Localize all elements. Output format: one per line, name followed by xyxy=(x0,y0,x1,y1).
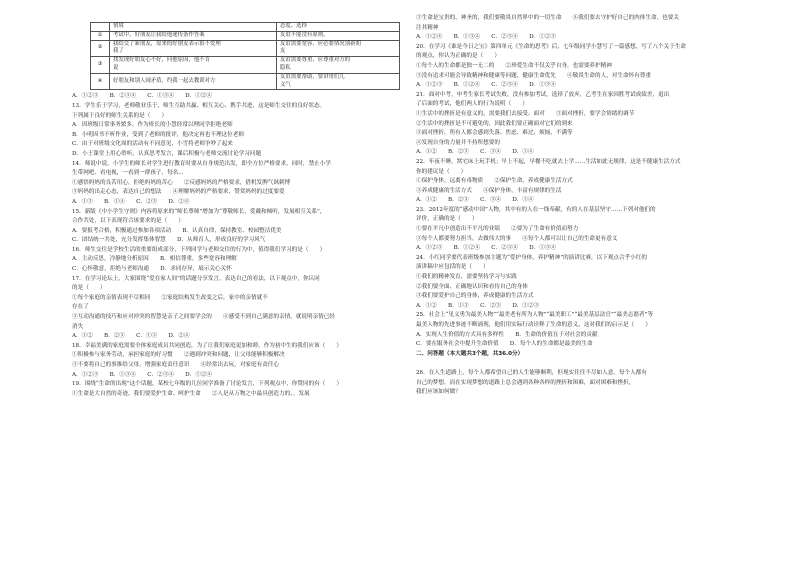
text-line: ②我们要全面、正确地认识和看待自己的身体 xyxy=(416,283,528,290)
text-line: 生带网吧、看电视，一看到一群孩子，每名... xyxy=(72,170,184,177)
text-line: ③没有追求可能会导致精神和健康等问题，健康生命优先 ④敬畏生命的人，对生命怀有尊重 xyxy=(416,72,651,79)
text-line: ①保护身体，远离有毒物质 ②保护生命，养成健康生活方式 xyxy=(416,178,573,185)
situation-cell xyxy=(110,40,277,57)
cell-line: 义气 xyxy=(280,81,291,88)
text-line: 18．幸福美满的家庭需要全体家庭成员共同创造，为了让我们家庭更加和睦，作为初中生的我们应该（ ） xyxy=(72,342,343,349)
table-row xyxy=(91,73,400,90)
text-line: 消失 xyxy=(72,323,84,330)
text-line: ①我们的精神发育，需要坚持学习与实践 xyxy=(416,274,517,281)
text-line: 26．在人生道路上，每个人都希望自己的人生能够顺利，但现实往往不尽如人意，每个人都有 xyxy=(416,369,647,376)
text-line: A．主动反思，冷静地分析原因 B．相信尊重，多些宽容和理解 xyxy=(72,256,237,263)
table-header: 情境 xyxy=(110,23,277,32)
text-line: ③面对挫折，所有人都会感到失落、焦虑、难过、烦恼、不满等 xyxy=(416,130,573,137)
text-line: 你的建议是（ ） xyxy=(416,168,467,175)
text-line: 21．面对中考，申考生家长考试失败，没有参加考试，选择了放弃，乙考生在家因胜考试成绩差，退出 xyxy=(416,91,670,98)
choice-cell xyxy=(277,40,400,57)
right-column xyxy=(416,14,752,398)
text-line: A．①②③ B．①③④ C．②③④ D．①②④ xyxy=(72,371,212,378)
text-line: 15．新版《中小学生守则》内容将原来的“师长尊师”增加为“尊敬师长，爱戴和倾听，发展相互关系”， xyxy=(72,208,326,215)
cell-line: 隐私 xyxy=(280,64,291,71)
text-line: 自己的梦想，而在实现梦想的道路上总会遇到各种各样的挫折和困难，面对困难和挫折， xyxy=(416,379,635,386)
text-line: ①每个家庭的亲情表现不尽相同 ②家庭结构发生改变之后，家中的亲情就不 xyxy=(72,294,268,301)
text-line: ③每个人都要努力担当，去做伟大的事 ④每个人都可以让自己的生命更有意义 xyxy=(416,235,618,242)
text-line: ③妈妈的出走心态，表达自己的想法 ④理解妈妈的严格要求，赞赏妈妈的过度要爱 xyxy=(72,189,285,196)
cell-line: 友谊不能没有原则， xyxy=(280,31,329,38)
text-line: 20．在学习《谁是今日之宝》第四单元《生命的思考》后，七年级同学小慧写了一篇感想，写了八个关于生命 xyxy=(416,43,687,50)
situation-cell xyxy=(110,57,277,74)
table-row xyxy=(91,57,400,74)
left-question-text xyxy=(72,92,402,399)
text-line: 17．在学习论坛上，大家围绕“爱在家人间”的话题分享发言，表达自己的看法，以下观点中，你认同 xyxy=(72,275,320,282)
text-line: 19．围绕“生命的出现”这个话题，某校七年级的几位同学准备了讨论发言，下列观点中，你赞同的有（ ） xyxy=(72,381,343,388)
cell-line: 我结交了新朋友，原来的好朋友表示很不爱理 xyxy=(113,40,221,47)
cell-line: 友谊需要帮助，要讲哥们儿 xyxy=(280,73,345,80)
cell-line: 说 xyxy=(113,64,119,71)
text-line: ①每个人的生命都是独一无二的 ②珍爱生命不仅关乎自身，也需要养护精神 xyxy=(416,62,612,69)
table-row xyxy=(91,31,400,40)
text-line: A．实现人生价值的方式具有多样性 B．生命的价值在于对社会的贡献 xyxy=(416,331,598,338)
text-line: 24．小红同学要代表班级参加主题为“爱护身体，养护精神”的演讲比赛，以下观点合乎小红的 xyxy=(416,254,647,261)
text-line: 16．师生交往是学校生活的重要组成部分，下列同学与老师交往的行为中，值得我们学习的是（ ） xyxy=(72,246,326,253)
cell-line: 友谊需要尊重，应尊重对方的 xyxy=(280,57,351,64)
situation-table xyxy=(90,22,400,90)
text-line: 的是（ ） xyxy=(72,285,106,292)
text-line: ③我们要爱护自己的身体，养成健康的生活方式 xyxy=(416,293,534,300)
text-line: A．①② B．②③ C．①③ D．②④ xyxy=(72,333,190,340)
text-line: ③养成健康的生活方式 ④保护身体，丰富有规律的生活 xyxy=(416,187,562,194)
text-line: ①积极参与家务劳动，承担家庭的好习惯 ②遇到冲突和问题，让父母能够积极解决 xyxy=(72,352,285,359)
text-line: 了后面的考试，他们两人的行为说明（ ） xyxy=(416,101,528,108)
cell-line: 考试中，好朋友让我给他递传条作答案 xyxy=(113,31,205,38)
text-line: 14．师说中说，小学生的师长对学生进行教育时要从自身规范出发，即全方位严格要求，同时，禁止小学 xyxy=(72,160,331,167)
table-header-row xyxy=(91,23,400,32)
text-line: 22．年夜不睡，窝宅床上玩手机；早上不起，早餐不吃就去上学……生活如此无规律，这是不健康生活方式 xyxy=(416,158,681,165)
text-line: D．小王课堂上用心聆听，认真思考发言，课后积极与老师交流讨论学习问题 xyxy=(72,150,262,157)
text-line: A．①② B．②③ C．③④ D．①④ xyxy=(416,149,534,156)
choice-cell xyxy=(277,31,400,40)
choice-cell xyxy=(277,73,400,90)
text-line: ①要在平凡中创造出不平凡的业绩 ②要为了生命有价值而努力 xyxy=(416,226,579,233)
text-line: A．要报考合格，积极通过参加各项活动 B．认真自律，保持教室、校园整洁优美 xyxy=(72,227,282,234)
text-line: ④发现自身的力量并不持所想要的 xyxy=(416,139,500,146)
table-header xyxy=(91,23,110,32)
text-line: ①生活中的挫折是有意义的，需要我们去接受、面对 ③面对挫折，要学会情绪的调节 xyxy=(416,110,635,117)
text-line: C．要在服务社会中提升生命价值 D．每个人的生命都是最美的生命 xyxy=(416,341,593,348)
text-line: A．①③ B．①④ C．②③ D．②④ xyxy=(72,198,190,205)
text-line: A．①② B．②③ C．③④ D．①④ xyxy=(416,197,534,204)
left-column xyxy=(72,22,402,399)
text-line: 注其精神 xyxy=(416,24,439,31)
text-line: 评价，正确的是（ ） xyxy=(416,216,478,223)
text-line: 合作共处，以下表现符合该要求的是（ ） xyxy=(72,218,184,225)
text-line: C．心怀敬意，拒绝与老师沟通 D．求同存异，展示关心关怀 xyxy=(72,266,232,273)
right-question-text xyxy=(416,14,752,398)
text-line: ②生活中的挫折是不可避免的，因此我们要正确面对它们的到来 xyxy=(416,120,573,127)
situation-cell xyxy=(110,31,277,40)
text-line: ①生命是大自然的奇迹，我们要爱护生命、呵护生命 ②人是从万物之中最具创造力的、，发展 xyxy=(72,390,310,397)
choice-cell xyxy=(277,57,400,74)
row-number: ① xyxy=(91,31,110,40)
text-line xyxy=(416,359,752,369)
text-line: 演讲稿中应包括的是（ ） xyxy=(416,264,489,271)
table-row xyxy=(91,40,400,57)
text-line: ③生命是宝贵的、神圣的，我们要敬畏自然界中的一切生命 ④我们要去守护好自己的肉体生命，也要关 xyxy=(416,15,679,21)
text-line: 最美人物的先进事迹不断涌现，他们用实际行动诠释了生命的意义，这对我们的启示是（ ） xyxy=(416,322,651,328)
text-line: ③互动沟通的技巧和应对冲突的智慧是亲子之间要学会的 ④感受不到自己满意的亲情，就说明亲情已经 xyxy=(72,314,335,321)
text-line: C．由于对班级文化周的活动有不同意见，小雪将老师争吵了起来 xyxy=(72,141,233,148)
row-number: ③ xyxy=(91,57,110,74)
cell-line: 找发现好朋友心不好，问他原因，他不肯 xyxy=(113,57,211,64)
cell-line: 友谊需要宽容，应必要情况别新朋 xyxy=(280,40,361,47)
text-line: 25．社会上“见义勇为最美人物”“最美老有所为人物”“最美职工”“最美基层法官”“最美志愿者”等 xyxy=(416,312,654,319)
text-line: 存在了 xyxy=(72,304,89,311)
table-header: 态度、选择 xyxy=(277,23,400,32)
cell-line: 好朋友和别人闹矛盾，约我一起去教训对方 xyxy=(113,77,216,84)
row-number: ④ xyxy=(91,73,110,90)
text-line: ③不要将自己的事推给父母，增强家庭责任意识 ④经常出去玩，对家庭有责任心 xyxy=(72,362,279,368)
text-line: 的观点，你认为正确的是（ ） xyxy=(416,53,500,60)
cell-line: 我了 xyxy=(113,48,124,55)
row-number: ② xyxy=(91,40,110,57)
text-line: B．小明因书不听作业，受到了老师的批评，他决定再也不理这位老师 xyxy=(72,131,244,138)
situation-cell xyxy=(110,73,277,90)
text-line: 二、问答题（本大题共3个题，共36.0分） xyxy=(416,350,524,357)
text-line: A．①②③ B．①②④ C．②③④ D．①③④ xyxy=(416,245,556,252)
text-line: C．团结统一共处，充分发挥集体智慧 D．从师育人，形成良好的学习风气 xyxy=(72,237,266,244)
text-line: A．①② B．①③ C．②③ D．①②③ xyxy=(416,302,540,309)
text-line: ①感悟妈妈的良苦用心，拒绝妈妈的苦心 ②反感妈妈的严格要求，借机发脾气讽刺博 xyxy=(72,179,291,186)
text-line: 我们应该如何做？ xyxy=(416,389,461,396)
text-line: 下列属于良好的师生关系的是（ ） xyxy=(72,112,168,119)
text-line: 13．学生乐于学习，老师敬业乐于，师生互助共赢、相互关心、携手共进，这是师生交往的良好状态。 xyxy=(72,102,326,109)
cell-line: 友 xyxy=(280,48,286,55)
text-line: A．因班级日常事务繁多，作为班长的小慧经常以理同学拒绝老师 xyxy=(72,122,233,129)
text-line: A．①②③ B．②③④ C．①③④ D．①②④ xyxy=(72,93,212,100)
text-line: A．①②③ B．①②④ C．②③④ D．①③④ xyxy=(416,82,556,89)
text-line: 23．2012年度的“感动中国”人物，其中有的人在一线奉献，有的人在基层坚守……下列对他们的 xyxy=(416,206,656,213)
text-line: A．①②④ B．①③④ C．②③④ D．①②③ xyxy=(416,34,556,41)
